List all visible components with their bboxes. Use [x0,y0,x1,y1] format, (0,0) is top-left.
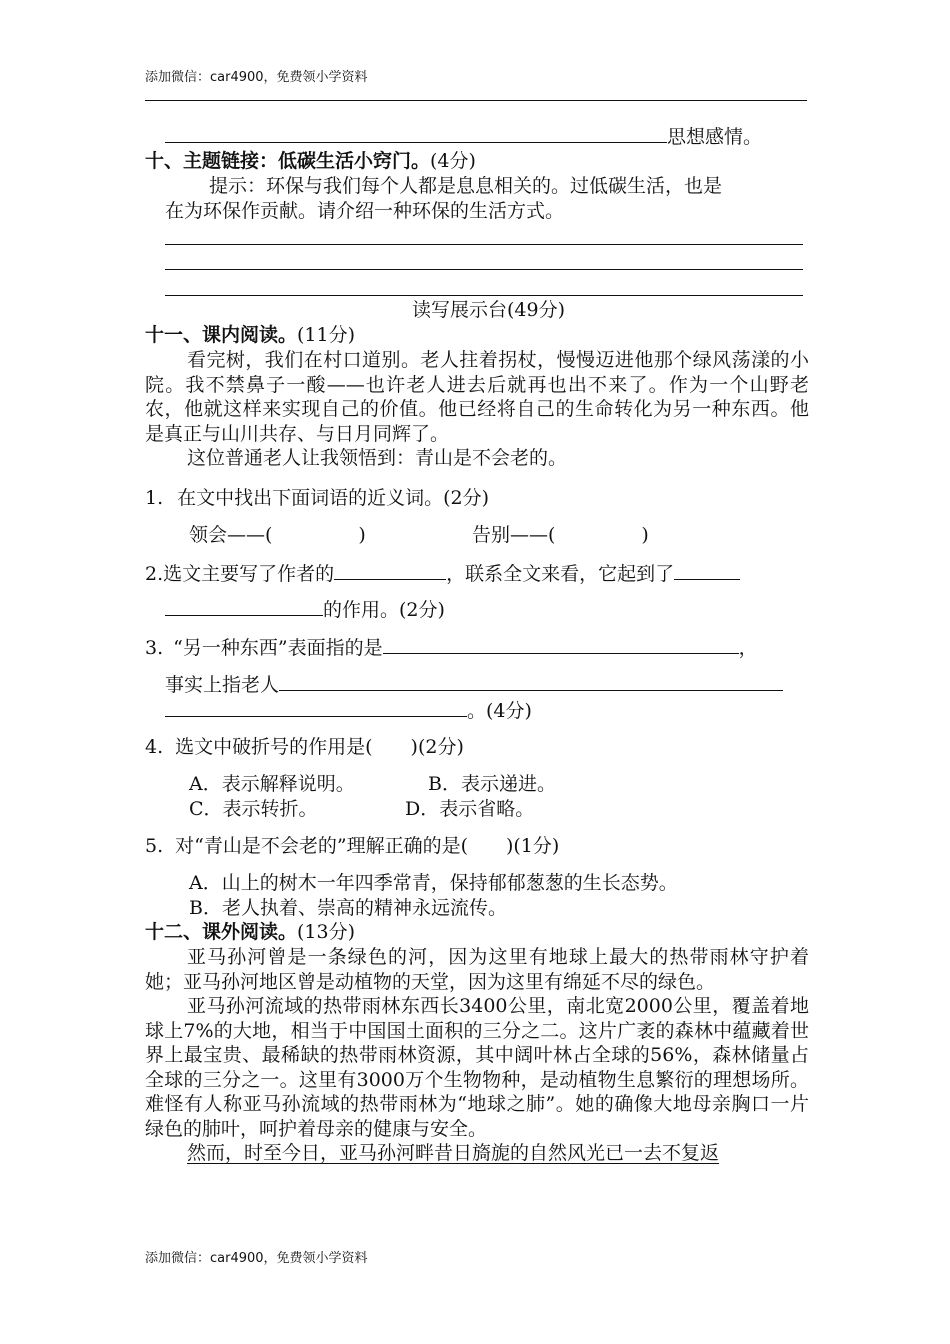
q11-s3-line2 [165,672,783,698]
q11-s2-text-c: 的作用。(2分) [323,599,445,621]
q10-score: (4分) [430,150,476,172]
page-footer: 添加微信：car4900，免费领小学资料 [145,1251,368,1266]
q11-s5-opt-a[interactable]: A．山上的树木一年四季常青，保持郁郁葱葱的生长态势。 [189,872,678,894]
q10-answer-line-1[interactable] [165,244,803,245]
prev-answer-line [165,124,762,150]
q11-s2-text-b: ，联系全文来看，它起到了 [446,563,675,585]
q11-s1-b-close: ) [641,524,649,546]
q11-passage [145,348,809,471]
q11-s2-text-a: 选文主要写了作者的 [163,563,335,585]
q12-title: 十二、课外阅读。 [145,921,298,943]
q11-s4-text: 选文中破折号的作用是( )(2分) [175,736,464,758]
q11-s5 [145,834,559,859]
q11-s3-blank-2[interactable] [279,672,783,691]
q11-s1-item-b [472,523,649,548]
q11-s4-opt-a[interactable]: A．表示解释说明。 [189,773,355,795]
q10-hint-line1: 提示：环保与我们每个人都是息息相关的。过低碳生活，也是 [209,175,723,197]
q11-s3-blank-3[interactable] [165,698,467,717]
q11-s1-b-label: 告别——( [472,524,556,546]
q11-s3-text-c: 。(4分) [467,700,532,722]
q11-s4-num: 4. [145,736,164,758]
header-rule [145,100,807,101]
q11-s1 [145,486,489,511]
q11-s1-item-a [189,523,366,548]
q11-s2-line2 [165,597,445,623]
q11-score: (11分) [297,324,356,346]
q10-title: 十、主题链接：低碳生活小窍门。 [145,150,431,172]
q12-passage-p1: 亚马孙河曾是一条绿色的河，因为这里有地球上最大的热带雨林守护着她；亚马孙河地区曾是动植物的天堂，因为这里有绵延不尽的绿色。 [145,946,809,993]
q12-passage-p2: 亚马孙河流域的热带雨林东西长3400公里，南北宽2000公里，覆盖着地球上7%的大地，相当于中国国土面积的三分之二。这片广袤的森林中蕴藏着世界上最宝贵、最稀缺的热带雨林资源，其中阔叶林占全球的56%，森林储量占全球的三分之一。这里有3000万个生物物种，是动植物生息繁衍的理想场所。难怪有人称亚马孙流域的热带雨林为“地球之肺”。她的确像大地母亲胸口一片绿色的肺叶，呵护着母亲的健康与安全。 [145,995,809,1140]
q10-answer-line-3[interactable] [165,295,803,296]
q11-s2-blank-1[interactable] [334,561,446,580]
q11-s1-num: 1. [145,487,164,509]
q11-s3-text-a: “另一种东西”表面指的是 [173,637,383,659]
q11-s2-blank-2a[interactable] [674,561,740,580]
q12-score: (13分) [297,921,356,943]
q11-s4 [145,735,464,760]
q11-s5-num: 5. [145,835,164,857]
q11-s2-num: 2. [145,563,164,585]
q11-s1-text: 在文中找出下面词语的近义词。(2分) [177,487,490,509]
q10-answer-line-2[interactable] [165,269,803,270]
q11-s4-opt-d[interactable]: D．表示省略。 [405,798,535,820]
q11-s1-a-close: ) [358,524,366,546]
q11-s1-a-label: 领会——( [189,524,273,546]
q11-s3-line1 [145,635,758,661]
prev-tail: 思想感情。 [667,126,763,148]
q11-s3-text-b: 事实上指老人 [165,674,280,696]
q11-passage-p1: 看完树，我们在村口道别。老人拄着拐杖，慢慢迈进他那个绿风荡漾的小院。我不禁鼻子一酸——也许老人进去后就再也出不来了。作为一个山野老农，他就这样来实现自己的价值。他已经将自己的生命转化为另一种东西。他是真正与山川共存、与日月同辉了。 [145,349,809,445]
q11-s2-blank-2b[interactable] [165,597,323,616]
q11-s3-line3 [165,698,532,724]
q11-heading [145,323,355,348]
q11-s4-opt-c[interactable]: C．表示转折。 [189,798,318,820]
q11-s3-blank-1[interactable] [383,635,739,654]
q12-passage [145,945,809,1166]
q12-heading [145,920,355,945]
answer-blank[interactable] [165,124,667,143]
q11-s2-line1 [145,561,740,587]
q11-s3-num: 3. [145,637,164,659]
section-title: 读写展示台(49分) [412,299,566,321]
q12-passage-p3: 然而，时至今日，亚马孙河畔昔日旖旎的自然风光已一去不复返 [187,1142,720,1164]
q10-hint-line2: 在为环保作贡献。请介绍一种环保的生活方式。 [165,200,565,222]
q11-s3-comma: ， [738,637,758,659]
q11-s5-text: 对“青山是不会老的”理解正确的是( )(1分) [175,835,560,857]
q11-passage-p2: 这位普通老人让我领悟到：青山是不会老的。 [187,447,568,469]
q11-s5-opt-b[interactable]: B．老人执着、崇高的精神永远流传。 [189,897,507,919]
q11-s4-opt-b[interactable]: B．表示递进。 [428,773,556,795]
q10-heading [145,149,476,174]
page-header: 添加微信：car4900，免费领小学资料 [145,70,368,85]
q11-title: 十一、课内阅读。 [145,324,298,346]
